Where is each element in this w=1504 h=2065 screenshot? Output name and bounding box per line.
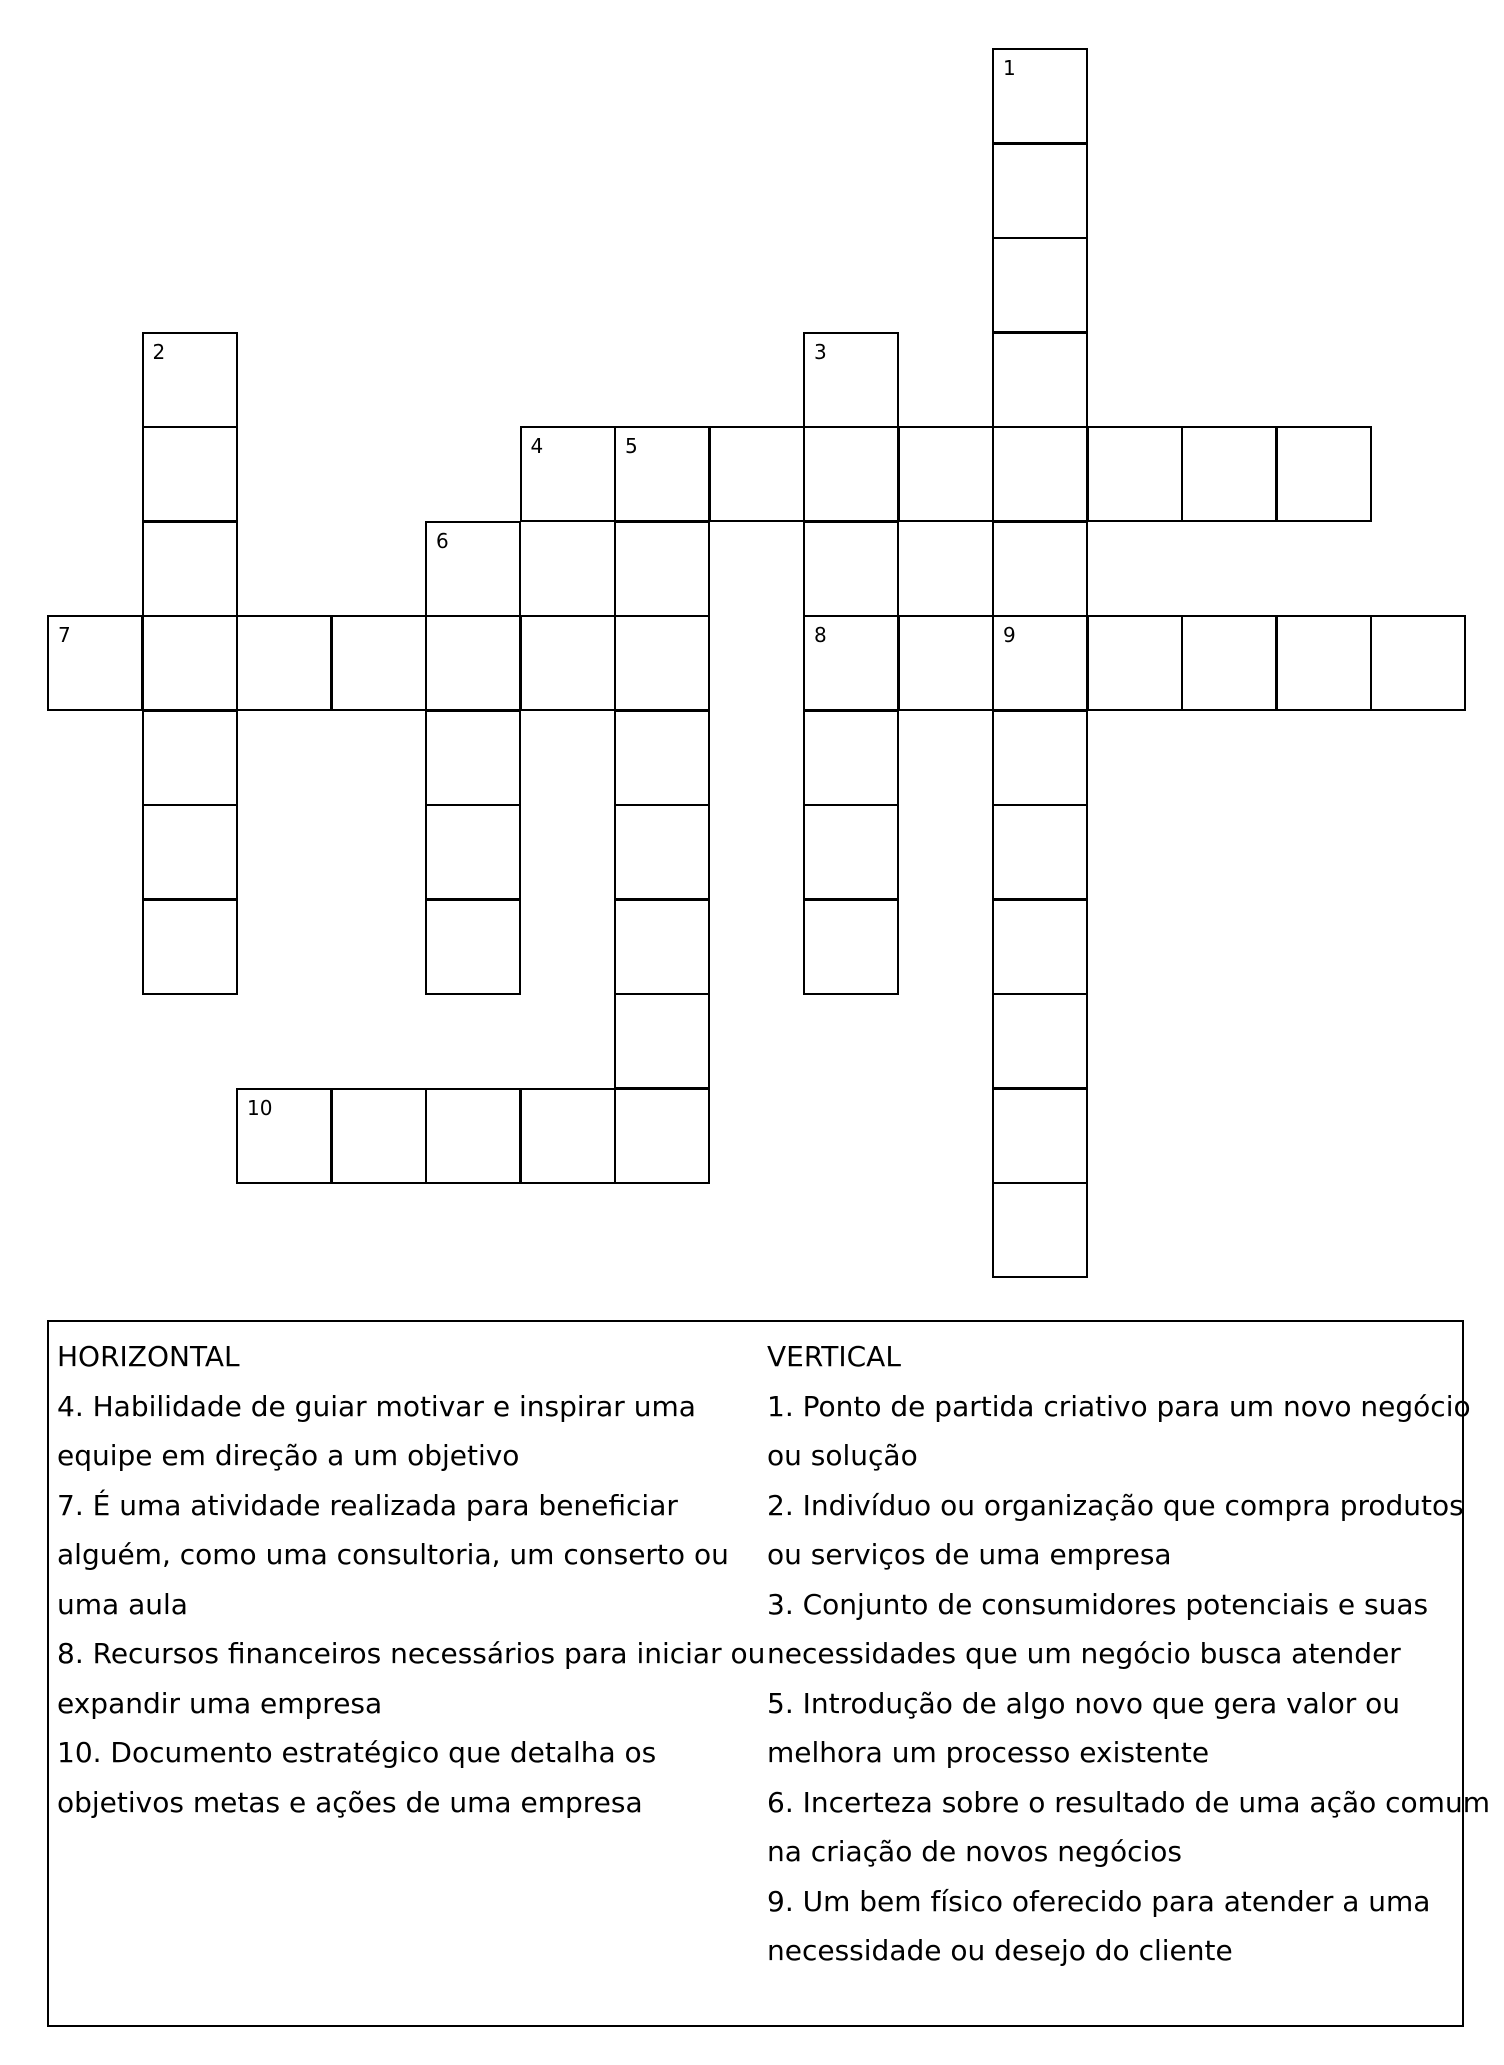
vertical-clue-line: 2. Indivíduo ou organização que compra produtos [767, 1488, 1464, 1522]
cell-number: 3 [814, 339, 827, 364]
grid-cell[interactable] [614, 1088, 710, 1184]
horizontal-clue-line: alguém, como uma consultoria, um conserto ou [57, 1538, 729, 1571]
grid-cell[interactable] [898, 615, 994, 711]
grid-cell[interactable] [992, 1182, 1088, 1278]
grid-cell[interactable] [1087, 615, 1183, 711]
grid-cell[interactable] [236, 1088, 332, 1184]
grid-cell[interactable] [803, 521, 899, 617]
grid-cell[interactable] [992, 1088, 1088, 1184]
cell-number: 5 [625, 434, 638, 458]
grid-cell[interactable] [425, 899, 521, 995]
grid-cell[interactable] [803, 426, 899, 522]
grid-cell[interactable] [992, 521, 1088, 617]
grid-cell[interactable] [614, 804, 710, 900]
vertical-clue-line: na criação de novos negócios [767, 1835, 1182, 1868]
horizontal-clue-line: objetivos metas e ações de uma empresa [57, 1785, 643, 1819]
grid-cell[interactable] [992, 332, 1088, 428]
cell-number: 2 [152, 339, 166, 364]
grid-cell[interactable] [1181, 426, 1277, 522]
grid-cell[interactable] [803, 899, 899, 995]
vertical-clue-line: 6. Incerteza sobre o resultado de uma ação comum [767, 1785, 1490, 1819]
grid-cell[interactable] [331, 1088, 427, 1184]
grid-cell[interactable] [425, 804, 521, 900]
grid-cell[interactable] [803, 804, 899, 900]
grid-cell[interactable] [236, 615, 332, 711]
grid-cell[interactable] [614, 899, 710, 995]
grid-cell[interactable] [614, 615, 710, 711]
grid-cell[interactable] [142, 615, 238, 711]
grid-cell[interactable] [614, 710, 710, 806]
grid-cell[interactable] [1370, 615, 1466, 711]
vertical-clue-line: necessidade ou desejo do cliente [767, 1934, 1233, 1967]
vertical-clue-line: necessidades que um negócio busca atender [767, 1637, 1401, 1670]
horizontal-clue-line: expandir uma empresa [57, 1686, 383, 1720]
grid-cell[interactable] [1087, 426, 1183, 522]
grid-cell[interactable] [425, 615, 521, 711]
grid-cell[interactable] [142, 710, 238, 806]
grid-cell[interactable] [142, 426, 238, 522]
cell-number: 9 [1003, 623, 1016, 647]
vertical-clues [767, 1332, 1490, 1976]
grid-cell[interactable] [614, 521, 710, 617]
vertical-clue-line: melhora um processo existente [767, 1736, 1210, 1769]
grid-cell[interactable] [331, 615, 427, 711]
grid-cell[interactable] [992, 993, 1088, 1089]
grid-cell[interactable] [992, 48, 1088, 144]
grid-cell[interactable] [992, 899, 1088, 995]
grid-cell[interactable] [992, 143, 1088, 239]
cell-number: 8 [814, 623, 827, 647]
vertical-title: VERTICAL [767, 1340, 901, 1373]
horizontal-clue-line: 8. Recursos financeiros necessários para iniciar ou [57, 1637, 766, 1670]
grid-cell[interactable] [47, 615, 143, 711]
horizontal-clues [57, 1332, 766, 1827]
grid-cell[interactable] [992, 615, 1088, 711]
grid-cell[interactable] [142, 332, 238, 428]
grid-cell[interactable] [1276, 426, 1372, 522]
grid-cell[interactable] [992, 426, 1088, 522]
grid-cell[interactable] [803, 615, 899, 711]
vertical-clue-line: 3. Conjunto de consumidores potenciais e suas [767, 1587, 1429, 1621]
grid-cell[interactable] [425, 521, 521, 617]
grid-cell[interactable] [803, 332, 899, 428]
vertical-clue-line: ou serviços de uma empresa [767, 1538, 1172, 1571]
cell-number: 1 [1003, 56, 1016, 80]
vertical-clue-line: 1. Ponto de partida criativo para um novo negócio [767, 1389, 1471, 1423]
horizontal-clue-line: 7. É uma atividade realizada para beneficiar [57, 1488, 678, 1522]
grid-cell[interactable] [614, 993, 710, 1089]
horizontal-clue-line: 4. Habilidade de guiar motivar e inspirar uma [57, 1389, 696, 1423]
grid-cell[interactable] [520, 615, 616, 711]
grid-cell[interactable] [992, 804, 1088, 900]
horizontal-clue-line: uma aula [57, 1587, 188, 1621]
grid-cell[interactable] [709, 426, 805, 522]
grid-cell[interactable] [520, 1088, 616, 1184]
grid-cell[interactable] [992, 237, 1088, 333]
grid-cell[interactable] [614, 426, 710, 522]
grid-cell[interactable] [425, 1088, 521, 1184]
vertical-clue-line: ou solução [767, 1439, 918, 1472]
cell-number: 7 [58, 623, 71, 647]
grid-cell[interactable] [803, 710, 899, 806]
grid-cell[interactable] [425, 710, 521, 806]
vertical-clue-line: 9. Um bem físico oferecido para atender a uma [767, 1884, 1431, 1918]
cell-number: 6 [436, 528, 449, 553]
cell-number: 10 [247, 1095, 273, 1120]
grid-cell[interactable] [142, 804, 238, 900]
clue-box [47, 1320, 1490, 2027]
vertical-clue-line: 5. Introdução de algo novo que gera valor ou [767, 1686, 1400, 1720]
grid-cell[interactable] [142, 521, 238, 617]
grid-cell[interactable] [1276, 615, 1372, 711]
horizontal-clue-line: equipe em direção a um objetivo [57, 1439, 520, 1472]
grid-cell[interactable] [898, 426, 994, 522]
horizontal-clue-line: 10. Documento estratégico que detalha os [57, 1736, 657, 1769]
grid-cell[interactable] [992, 710, 1088, 806]
cell-number: 4 [530, 434, 544, 458]
horizontal-title: HORIZONTAL [57, 1340, 240, 1373]
grid-cell[interactable] [1181, 615, 1277, 711]
grid-cell[interactable] [142, 899, 238, 995]
grid-cell[interactable] [520, 426, 616, 522]
